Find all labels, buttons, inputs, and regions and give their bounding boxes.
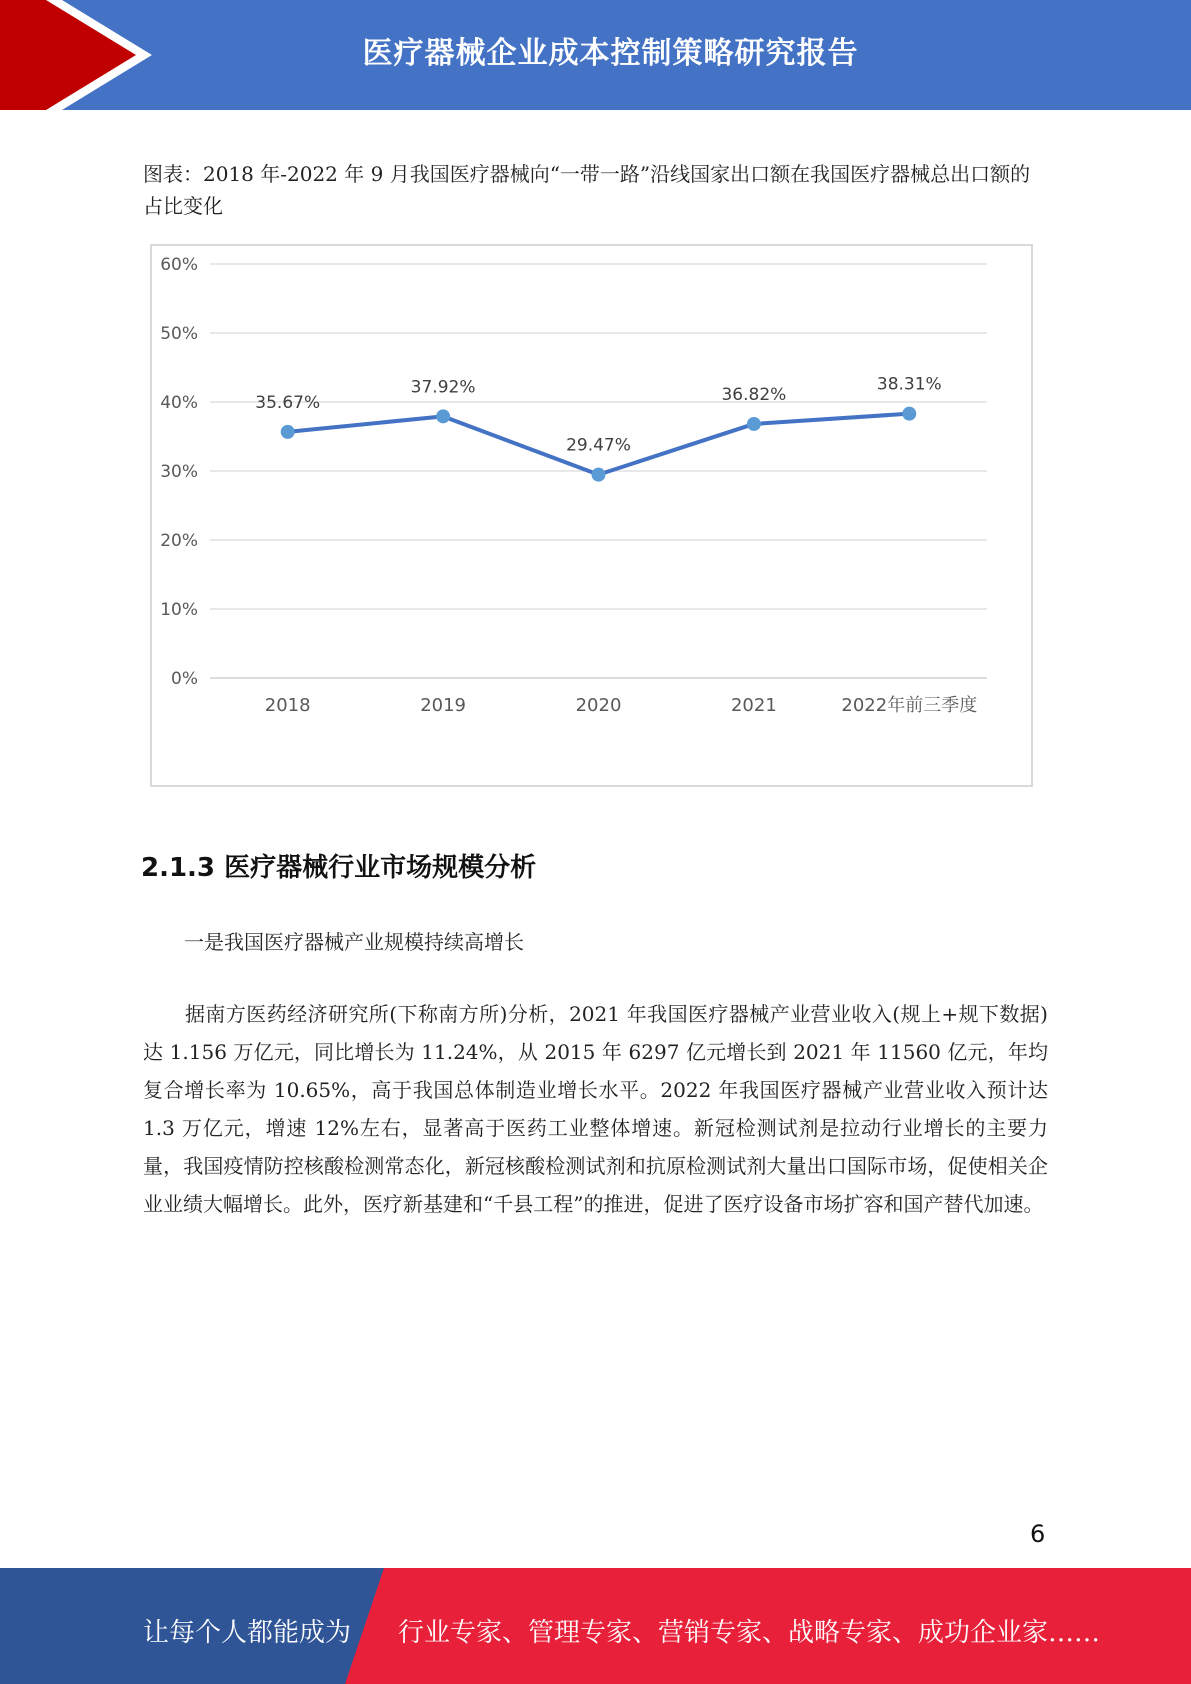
y-tick-label: 50% xyxy=(160,324,198,344)
data-point xyxy=(902,407,916,421)
header-title: 医疗器械企业成本控制策略研究报告 xyxy=(362,36,859,71)
chart-container xyxy=(150,244,1033,787)
x-tick-label: 2020 xyxy=(575,695,622,716)
data-point xyxy=(747,417,761,431)
page-number: 6 xyxy=(1030,1520,1046,1548)
line-chart xyxy=(152,246,1031,785)
y-tick-label: 0% xyxy=(171,669,198,689)
data-point xyxy=(281,425,295,439)
section-title: 2.1.3 医疗器械行业市场规模分析 xyxy=(141,853,537,883)
data-label: 37.92% xyxy=(410,377,476,398)
body-paragraph: 据南方医药经济研究所(下称南方所)分析，2021 年我国医疗器械产业营业收入(规上+规下数据)达 1.156 万亿元，同比增长为 11.24%，从 2015 年 6297 亿元增长到 2021 年 11560 亿元，年均复合增长率为 10.65%，高于我国总体制造业增长水平。2022 年我国医疗器械产业营业收入预计达 1.3 万亿元，增速 12%左右，显著高于医药工业整体增速。新冠检测试剂是拉动行业增长的主要力量，我国疫情防控核酸检测常态化，新冠核酸检测试剂和抗原检测试剂大量出口国际市场，促使相关企业业绩大幅增长。此外，医疗新基建和“千县工程”的推进，促进了医疗设备市场扩容和国产替代加速。 xyxy=(143,1002,1048,1216)
footer-slogan-right: 行业专家、管理专家、营销专家、战略专家、成功企业家…… xyxy=(398,1618,1101,1648)
y-tick-label: 20% xyxy=(160,531,198,551)
data-label: 38.31% xyxy=(876,374,942,395)
x-tick-label: 2019 xyxy=(420,695,467,716)
y-tick-label: 30% xyxy=(160,462,198,482)
data-label: 35.67% xyxy=(255,392,321,413)
data-point xyxy=(436,409,450,423)
chart-caption: 图表：2018 年-2022 年 9 月我国医疗器械向“一带一路”沿线国家出口额在我国医疗器械总出口额的占比变化 xyxy=(143,162,1031,218)
y-tick-label: 40% xyxy=(160,393,198,413)
data-label: 29.47% xyxy=(566,435,631,456)
x-tick-label: 2022年前三季度 xyxy=(841,695,978,716)
y-tick-label: 10% xyxy=(160,600,198,620)
data-label: 36.82% xyxy=(721,384,787,405)
x-tick-label: 2018 xyxy=(264,695,311,716)
page-footer xyxy=(0,1568,1191,1684)
footer-slogan-left: 让每个人都能成为 xyxy=(143,1618,352,1648)
page-header xyxy=(0,0,1191,110)
y-tick-label: 60% xyxy=(160,255,198,275)
x-tick-label: 2021 xyxy=(730,695,777,716)
subheading-paragraph: 一是我国医疗器械产业规模持续高增长 xyxy=(184,930,524,954)
data-point xyxy=(592,468,606,482)
